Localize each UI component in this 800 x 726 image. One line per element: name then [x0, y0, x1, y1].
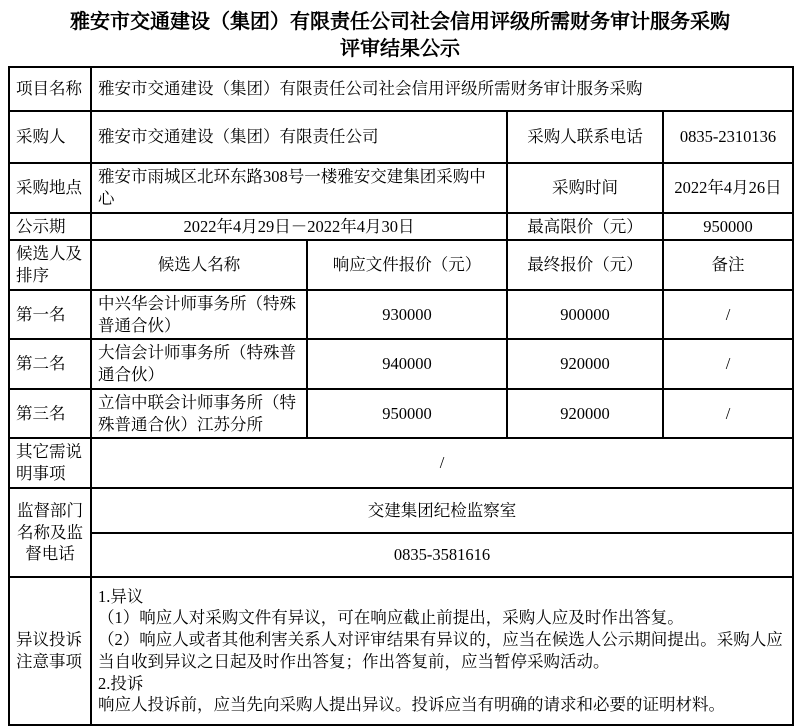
row-other-notes — [9, 438, 793, 488]
candidate-1-name: 中兴华会计师事务所（特殊普通合伙） — [91, 290, 307, 340]
result-table — [8, 66, 794, 726]
row-supervision-department — [9, 488, 793, 533]
purchaser-phone-label: 采购人联系电话 — [507, 111, 663, 163]
project-name-value: 雅安市交通建设（集团）有限责任公司社会信用评级所需财务审计服务采购 — [91, 67, 793, 111]
candidate-3-remark: / — [663, 389, 793, 439]
supervision-phone: 0835-3581616 — [91, 533, 793, 577]
header-response-price: 响应文件报价（元） — [307, 240, 507, 290]
max-price-label: 最高限价（元） — [507, 213, 663, 241]
candidate-1-response-price: 930000 — [307, 290, 507, 340]
objection-line-1: 1.异议 — [98, 586, 144, 606]
candidate-1-rank: 第一名 — [9, 290, 91, 340]
page-title-line2: 评审结果公示 — [340, 38, 460, 60]
candidate-3-final-price: 920000 — [507, 389, 663, 439]
header-final-price: 最终报价（元） — [507, 240, 663, 290]
row-publicity-period — [9, 213, 793, 241]
header-candidate-name: 候选人名称 — [91, 240, 307, 290]
other-notes-label: 其它需说明事项 — [9, 438, 91, 488]
candidate-3-rank: 第三名 — [9, 389, 91, 439]
objection-label: 异议投诉注意事项 — [9, 577, 91, 725]
candidate-2-response-price: 940000 — [307, 339, 507, 389]
page-title-line1: 雅安市交通建设（集团）有限责任公司社会信用评级所需财务审计服务采购 — [70, 11, 730, 33]
max-price-value: 950000 — [663, 213, 793, 241]
location-label: 采购地点 — [9, 163, 91, 213]
candidate-2-final-price: 920000 — [507, 339, 663, 389]
candidate-3-response-price: 950000 — [307, 389, 507, 439]
row-candidates-header — [9, 240, 793, 290]
header-remark: 备注 — [663, 240, 793, 290]
supervision-department: 交建集团纪检监察室 — [91, 488, 793, 533]
candidate-1-final-price: 900000 — [507, 290, 663, 340]
purchase-time-value: 2022年4月26日 — [663, 163, 793, 213]
candidate-2-remark: / — [663, 339, 793, 389]
page-title — [0, 0, 800, 63]
project-name-label: 项目名称 — [9, 67, 91, 111]
row-objection-notice — [9, 577, 793, 725]
row-purchaser — [9, 111, 793, 163]
candidate-row-3 — [9, 389, 793, 439]
objection-line-2: （1）响应人对采购文件有异议，可在响应截止前提出，采购人应及时作出答复。 — [98, 608, 684, 628]
candidate-1-remark: / — [663, 290, 793, 340]
candidates-rank-label: 候选人及排序 — [9, 240, 91, 290]
objection-line-3: （2）响应人或者其他利害关系人对评审结果有异议的，应当在候选人公示期间提出。采购人应当自收到异议之日起及时作出答复；作出答复前，应当暂停采购活动。 — [98, 630, 783, 671]
candidate-row-2 — [9, 339, 793, 389]
candidate-3-name: 立信中联会计师事务所（特殊普通合伙）江苏分所 — [91, 389, 307, 439]
other-notes-value: / — [91, 438, 793, 488]
objection-line-4: 2.投诉 — [98, 673, 144, 693]
supervision-label: 监督部门名称及监督电话 — [9, 488, 91, 577]
objection-content — [91, 577, 793, 725]
location-value: 雅安市雨城区北环东路308号一楼雅安交建集团采购中心 — [91, 163, 507, 213]
purchase-time-label: 采购时间 — [507, 163, 663, 213]
publicity-period-label: 公示期 — [9, 213, 91, 241]
row-location — [9, 163, 793, 213]
row-project-name — [9, 67, 793, 111]
candidate-2-rank: 第二名 — [9, 339, 91, 389]
purchaser-value: 雅安市交通建设（集团）有限责任公司 — [91, 111, 507, 163]
candidate-2-name: 大信会计师事务所（特殊普通合伙） — [91, 339, 307, 389]
publicity-period-value: 2022年4月29日－2022年4月30日 — [91, 213, 507, 241]
objection-line-5: 响应人投诉前，应当先向采购人提出异议。投诉应当有明确的请求和必要的证明材料。 — [98, 695, 725, 715]
purchaser-phone-value: 0835-2310136 — [663, 111, 793, 163]
candidate-row-1 — [9, 290, 793, 340]
row-supervision-phone — [9, 533, 793, 577]
purchaser-label: 采购人 — [9, 111, 91, 163]
